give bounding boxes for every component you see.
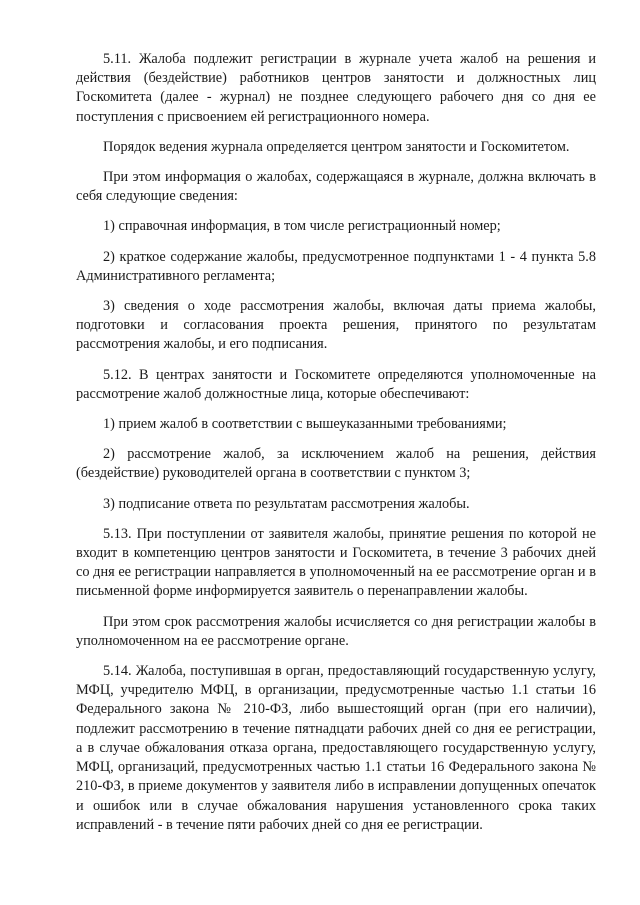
list-item-progress: 3) сведения о ходе рассмотрения жалобы, включая даты приема жалобы, подготовки и согласования проекта решения, принятого по результатам рассмотрения жалобы, и его подписания. [76, 298, 596, 353]
list-item-reception: 1) прием жалоб в соответствии с вышеуказанными требованиями; [103, 416, 507, 433]
paragraph-review-period: При этом срок рассмотрения жалобы исчисляется со дня регистрации жалобы в уполномоченном на ее рассмотрение органе. [76, 613, 596, 649]
paragraph-journal-order: Порядок ведения журнала определяется центром занятости и Госкомитетом. [103, 138, 570, 155]
paragraph-journal-info: При этом информация о жалобах, содержащаяся в журнале, должна включать в себя следующие сведения: [76, 169, 596, 205]
paragraph-5-14: 5.14. Жалоба, поступившая в орган, предоставляющий государственную услугу, МФЦ, учредителю МФЦ, в организации, предусмотренные частью 1.1 статьи 16 Федерального закона № 210-ФЗ, либо вышестоящий орган (при его наличии), подлежит рассмотрению в течение пятнадцати рабочих дней со дня ее регистрации, а в случае обжалования отказа органа, предоставляющего государственную услугу, МФЦ, организаций, предусмотренных частью 1.1 статьи 16 Федерального закона № 210-ФЗ, в приеме документов у заявителя либо в исправлении допущенных опечаток и ошибок или в случае обжалования нарушения установленного срока таких исправлений - в течение пяти рабочих дней со дня ее регистрации. [76, 663, 596, 833]
paragraph-5-12: 5.12. В центрах занятости и Госкомитете определяются уполномоченные на рассмотрение жалоб должностные лица, которые обеспечивают: [76, 366, 596, 402]
paragraph-5-13: 5.13. При поступлении от заявителя жалобы, принятие решения по которой не входит в компетенцию центров занятости и Госкомитета, в течение 3 рабочих дней со дня ее регистрации направляется в уполномоченный на ее рассмотрение орган и в письменной форме информируется заявитель о перенаправлении жалобы. [76, 525, 596, 600]
document-page [76, 50, 596, 846]
list-item-summary: 2) краткое содержание жалобы, предусмотренное подпунктами 1 - 4 пункта 5.8 Административного регламента; [76, 248, 596, 284]
list-item-signing: 3) подписание ответа по результатам рассмотрения жалобы. [103, 495, 470, 512]
paragraph-5-11: 5.11. Жалоба подлежит регистрации в журнале учета жалоб на решения и действия (бездействие) работников центров занятости и должностных лиц Госкомитета (далее - журнал) не позднее следующего рабочего дня со дня ее поступления с присвоением ей регистрационного номера. [76, 51, 596, 125]
list-item-review: 2) рассмотрение жалоб, за исключением жалоб на решения, действия (бездействие) руководителей органа в соответствии с пунктом 3; [76, 446, 596, 482]
list-item-reference-info: 1) справочная информация, в том числе регистрационный номер; [103, 218, 501, 235]
